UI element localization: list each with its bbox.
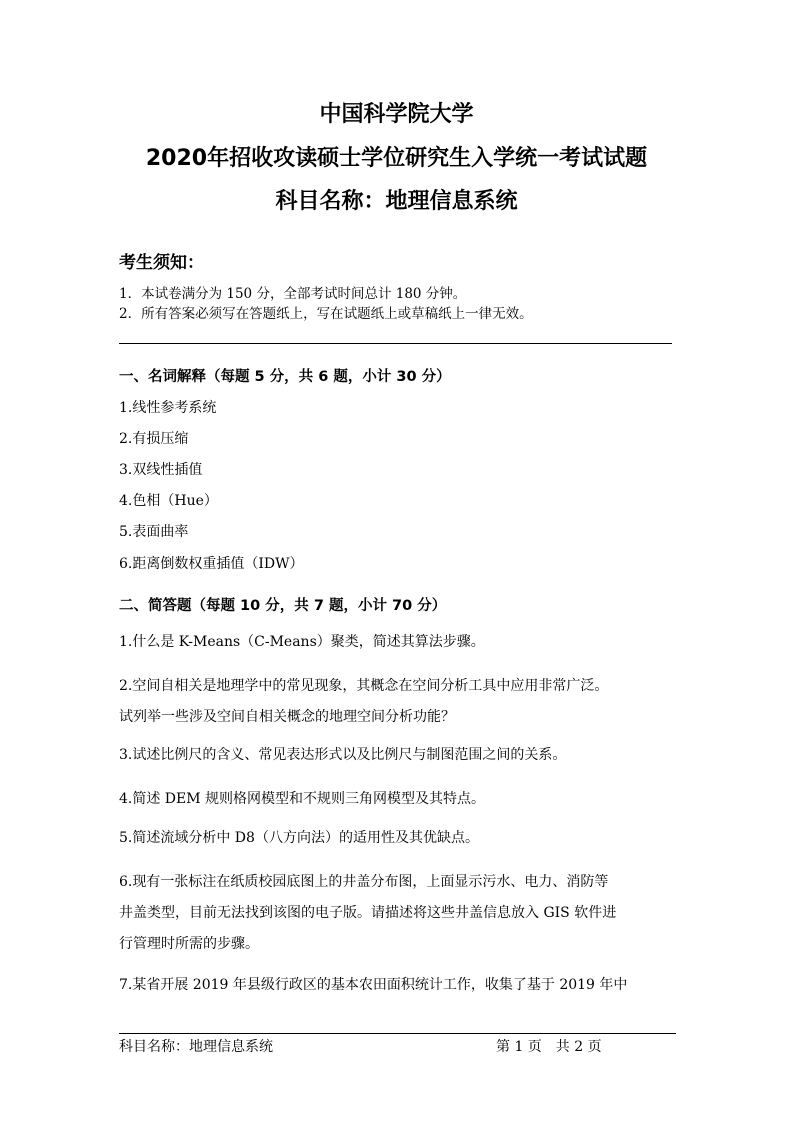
- section1-heading: 一、名词解释（每题 5 分，共 6 题，小计 30 分）: [119, 369, 451, 385]
- notice-item: 2．所有答案必须写在答题纸上，写在试题纸上或草稿纸上一律无效。: [119, 306, 533, 322]
- section1-item: 5.表面曲率: [119, 524, 189, 540]
- divider: [119, 343, 672, 344]
- section2-item: 5.简述流域分析中 D8（八方向法）的适用性及其优缺点。: [119, 830, 479, 846]
- section2-item: 1.什么是 K-Means（C-Means）聚类，简述其算法步骤。: [119, 634, 485, 650]
- notice-heading: 考生须知：: [119, 253, 204, 273]
- section2-item: 3.试述比例尺的含义、常见表达形式以及比例尺与制图范围之间的关系。: [119, 747, 567, 763]
- section2-heading: 二、简答题（每题 10 分，共 7 题，小计 70 分）: [119, 598, 447, 614]
- university-title: 中国科学院大学: [319, 102, 474, 127]
- page-number: 第 1 页 共 2 页: [496, 1039, 602, 1055]
- subject-title: 科目名称：地理信息系统: [275, 189, 518, 214]
- section2-item: 6.现有一张标注在纸质校园底图上的井盖分布图，上面显示污水、电力、消防等: [119, 874, 609, 890]
- section1-item: 6.距离倒数权重插值（IDW）: [119, 556, 304, 572]
- section2-item-cont: 行管理时所需的步骤。: [119, 936, 259, 952]
- section1-item: 2.有损压缩: [119, 431, 189, 447]
- section2-item-cont: 井盖类型，目前无法找到该图的电子版。请描述将这些井盖信息放入 GIS 软件进: [119, 905, 617, 921]
- section1-item: 4.色相（Hue）: [119, 493, 218, 509]
- footer-divider: [119, 1033, 676, 1034]
- section2-item: 7.某省开展 2019 年县级行政区的基本农田面积统计工作，收集了基于 2019 年中: [119, 977, 628, 993]
- exam-title: 2020年招收攻读硕士学位研究生入学统一考试试题: [145, 146, 648, 171]
- notice-item: 1．本试卷满分为 150 分，全部考试时间总计 180 分钟。: [119, 286, 467, 302]
- section1-item: 3.双线性插值: [119, 462, 203, 478]
- section2-item: 4.简述 DEM 规则格网模型和不规则三角网模型及其特点。: [119, 791, 486, 807]
- footer-subject: 科目名称：地理信息系统: [119, 1039, 273, 1055]
- section2-item-cont: 试列举一些涉及空间自相关概念的地理空间分析功能？: [119, 709, 455, 725]
- section1-item: 1.线性参考系统: [119, 400, 217, 416]
- section2-item: 2.空间自相关是地理学中的常见现象，其概念在空间分析工具中应用非常广泛。: [119, 678, 609, 694]
